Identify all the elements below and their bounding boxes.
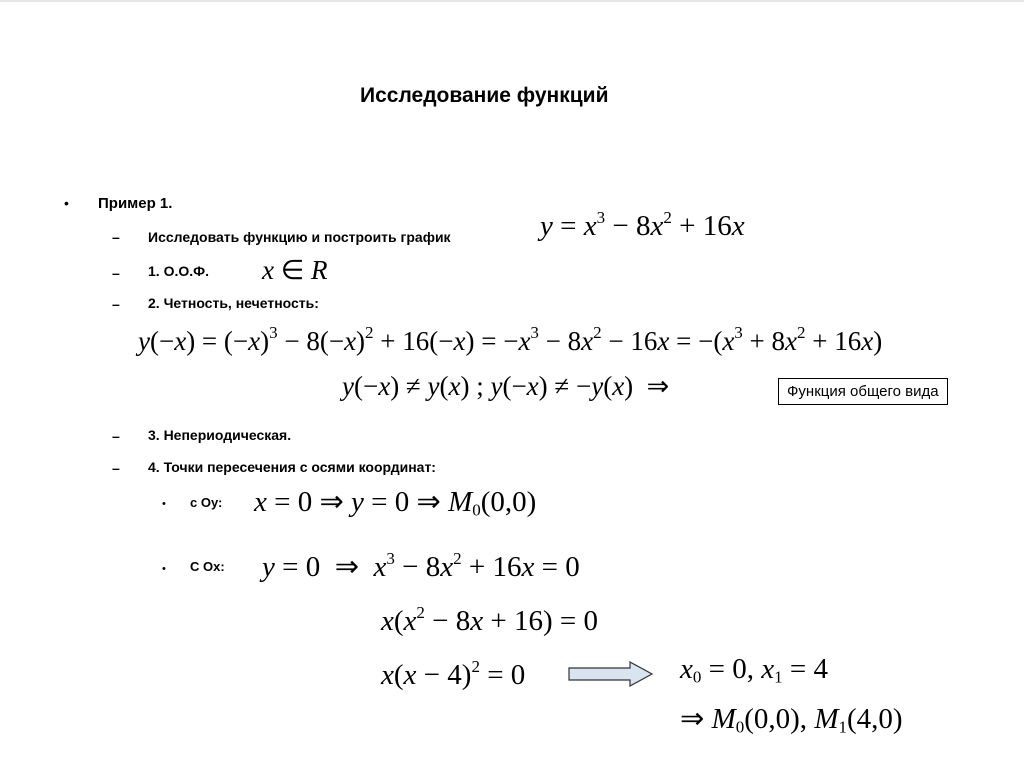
step-domain: 1. О.О.Ф. <box>148 263 209 279</box>
dash: – <box>112 460 120 476</box>
function-formula: $y = x^3 - 8x^2 + 16x$ <box>540 208 745 242</box>
example-label: Пример 1. <box>98 195 173 212</box>
result-box: Функция общего вида <box>778 378 948 405</box>
dash: – <box>112 265 120 281</box>
top-divider <box>0 0 1024 2</box>
ox-step3-formula: $x(x - 4)^2 = 0$ <box>381 657 526 691</box>
dash: – <box>112 229 120 245</box>
step-investigate: Исследовать функцию и построить график <box>148 229 451 245</box>
arrow-shape <box>569 662 652 686</box>
step-parity: 2. Четность, нечетность: <box>148 295 319 311</box>
ox-step2-formula: $x(x^2 - 8x + 16) = 0$ <box>381 603 599 637</box>
step-periodic: 3. Непериодическая. <box>148 427 292 443</box>
bullet: • <box>162 498 166 510</box>
roots-formula: $x_0 = 0$, $x_1 = 4$ <box>680 653 828 687</box>
ox-step1-formula: y = 0 ⇒ $x^3 - 8x^2 + 16x = 0$ <box>262 549 580 583</box>
oy-formula: x = 0 ⇒ y = 0 ⇒ $M_0(0,0)$ <box>254 486 537 520</box>
page-title: Исследование функций <box>360 84 609 107</box>
parity-conclusion-formula: y(−x) ≠ y(x) ; y(−x) ≠ −y(x) ⇒ <box>342 371 670 401</box>
right-arrow-icon <box>568 661 654 687</box>
label-ox: С Ох: <box>190 559 225 574</box>
dash: – <box>112 296 120 312</box>
bullet: • <box>162 563 166 575</box>
points-formula: ⇒ $M_0(0,0)$, $M_1(4,0)$ <box>680 703 903 737</box>
dash: – <box>112 428 120 444</box>
parity-expansion-formula: $y(-x) = (-x)^3 - 8(-x)^2 + 16(-x) = -x^3 - 8x^2 - 16x = -(x^3 + 8x^2 + 16x)$ <box>138 323 883 356</box>
step-intersections: 4. Точки пересечения с осями координат: <box>148 459 436 475</box>
bullet: • <box>64 195 69 211</box>
label-oy: с Оу: <box>190 495 223 510</box>
domain-formula: x ∈ R <box>262 255 328 285</box>
